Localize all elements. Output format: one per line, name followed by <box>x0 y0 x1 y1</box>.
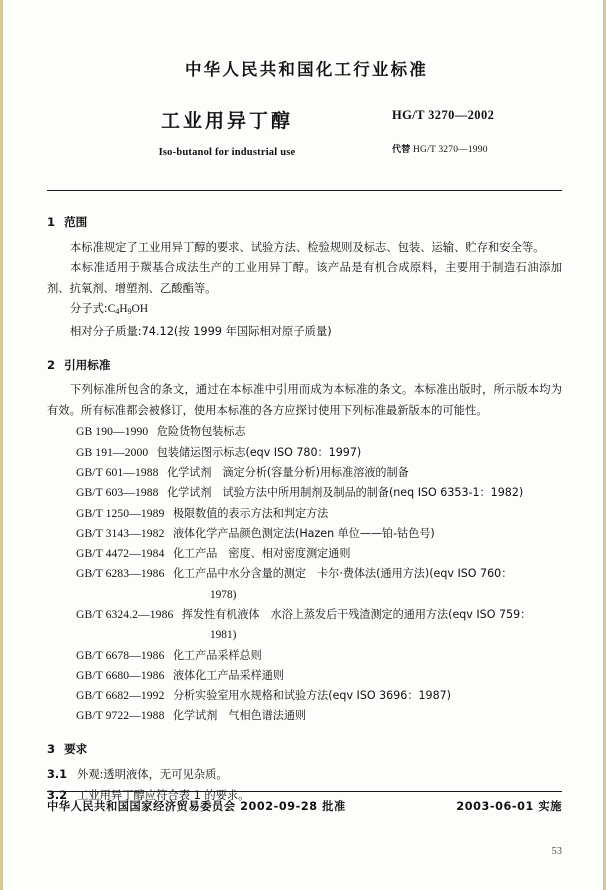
implementation-date: 2003-06-01 实施 <box>456 800 562 813</box>
reference-code: GB/T 603—1988 <box>76 486 159 500</box>
reference-code: GB/T 6682—1992 <box>76 689 165 703</box>
section-title-2: 引用标准 <box>64 357 111 372</box>
reference-code: GB/T 6678—1986 <box>76 648 165 662</box>
list-item <box>47 483 562 503</box>
header-divider <box>47 190 562 191</box>
section-number-3: 3 <box>47 741 56 756</box>
reference-name: 化工产品中水分含量的测定 卡尔·费体法(通用方法)(eqv ISO 760： <box>172 567 513 581</box>
formula-c-subscript: 4 <box>115 306 120 316</box>
title-row <box>47 106 562 172</box>
replaces-number: HG/T 3270—1990 <box>412 145 488 155</box>
section-title-3: 要求 <box>64 741 88 756</box>
list-item <box>47 524 562 544</box>
scope-paragraph-2: 本标准适用于羰基合成法生产的工业用异丁醇。该产品是有机合成原料，主要用于制造石油添加剂、抗氧剂、增塑剂、乙酸酯等。 <box>47 261 562 295</box>
formula-h: H <box>119 303 128 315</box>
reference-name: 危险货物包装标志 <box>156 425 246 439</box>
reference-code: GB/T 1250—1989 <box>76 506 165 520</box>
section-heading-references <box>47 355 562 376</box>
reference-name: 液体化工产品采样通则 <box>172 668 284 682</box>
reference-name: 化工产品采样总则 <box>172 648 262 662</box>
reference-name: 分析实验室用水规格和试验方法(eqv ISO 3696：1987) <box>172 689 452 703</box>
page-footer <box>47 798 562 814</box>
reference-name: 包装储运图示标志(eqv ISO 780：1997) <box>156 445 362 459</box>
national-standard-line: 中华人民共和国化工行业标准 <box>184 60 429 79</box>
section-title-1: 范围 <box>64 215 88 229</box>
reference-code: GB/T 601—1988 <box>76 465 159 479</box>
list-item <box>47 706 562 726</box>
document-title-en: Iso-butanol for industrial use <box>158 147 296 158</box>
formula-oh: OH <box>131 303 148 315</box>
reference-code: GB/T 9722—1988 <box>76 709 165 723</box>
masthead <box>47 0 562 191</box>
list-item <box>47 646 562 666</box>
reference-code: GB 191—2000 <box>76 445 149 459</box>
list-item <box>47 443 562 463</box>
document-title-cn: 工业用异丁醇 <box>160 110 293 132</box>
reference-name: 化工产品 密度、相对密度测定通则 <box>172 547 351 561</box>
clause-3-1 <box>47 764 562 785</box>
reference-continuation: 1981) <box>210 629 237 642</box>
section-heading-requirements <box>47 739 562 760</box>
relative-molecular-mass-line: 相对分子质量:74.12(按 1999 年国际相对原子质量) <box>70 325 332 339</box>
list-item <box>47 686 562 706</box>
list-item <box>47 422 562 442</box>
section-number-1: 1 <box>47 215 56 229</box>
scope-paragraph-1: 本标准规定了工业用异丁醇的要求、试验方法、检验规则及标志、包装、运输、贮存和安全等。 <box>70 240 545 254</box>
list-item <box>47 605 562 646</box>
replaces-label: 代替 <box>392 145 411 155</box>
reference-name: 化学试剂 滴定分析(容量分析)用标准溶液的制备 <box>167 465 409 479</box>
list-item <box>47 504 562 524</box>
reference-code: GB/T 6283—1986 <box>76 567 165 581</box>
reference-code: GB/T 3143—1982 <box>76 526 165 540</box>
formula-label: 分子式: <box>70 302 108 315</box>
list-item <box>47 564 562 605</box>
approval-statement: 中华人民共和国国家经济贸易委员会 2002-09-28 批准 <box>47 800 346 813</box>
standard-number-block <box>392 108 562 155</box>
clause-text: 工业用异丁醇应符合表 1 的要求。 <box>77 789 250 803</box>
standard-replaces <box>392 142 562 155</box>
document-body <box>47 212 562 806</box>
formula-c: C <box>107 303 116 315</box>
list-item <box>47 544 562 564</box>
reference-name: 极限数值的表示方法和判定方法 <box>172 506 329 520</box>
reference-name: 挥发性有机液体 水浴上蒸发后干残渣测定的通用方法(eqv ISO 759： <box>181 607 532 621</box>
page-number: 53 <box>551 846 562 857</box>
reference-code: GB/T 6680—1986 <box>76 668 165 682</box>
section-heading-scope <box>47 212 562 233</box>
clause-number: 3.1 <box>47 768 68 782</box>
list-item <box>47 463 562 483</box>
reference-name: 液体化学产品颜色测定法(Hazen 单位——铂-钴色号) <box>172 526 435 540</box>
page-content <box>47 0 562 890</box>
references-intro: 下列标准所包含的条文，通过在本标准中引用而成为本标准的条文。本标准出版时，所示版本均为有效。所有标准都会被修订，使用本标准的各方应探讨使用下列标准最新版本的可能性。 <box>47 383 562 417</box>
reference-continuation: 1978) <box>210 588 237 601</box>
clause-number: 3.2 <box>47 789 68 803</box>
clause-text: 外观:透明液体，无可见杂质。 <box>77 768 228 782</box>
reference-name: 化学试剂 试验方法中所用制剂及制品的制备(neq ISO 6353-1：1982) <box>167 486 524 500</box>
formula-h-subscript: 9 <box>127 306 132 316</box>
reference-code: GB/T 4472—1984 <box>76 547 165 561</box>
reference-code: GB/T 6324.2—1986 <box>76 607 174 621</box>
title-block <box>47 106 407 158</box>
reference-name: 化学试剂 气相色谱法通则 <box>172 709 307 723</box>
standard-number: HG/T 3270—2002 <box>392 108 495 122</box>
molecular-formula-line <box>47 299 562 322</box>
reference-code: GB 190—1990 <box>76 425 149 439</box>
referenced-standards-list <box>47 422 562 726</box>
footer-divider <box>47 791 562 792</box>
section-number-2: 2 <box>47 357 56 372</box>
list-item <box>47 666 562 686</box>
